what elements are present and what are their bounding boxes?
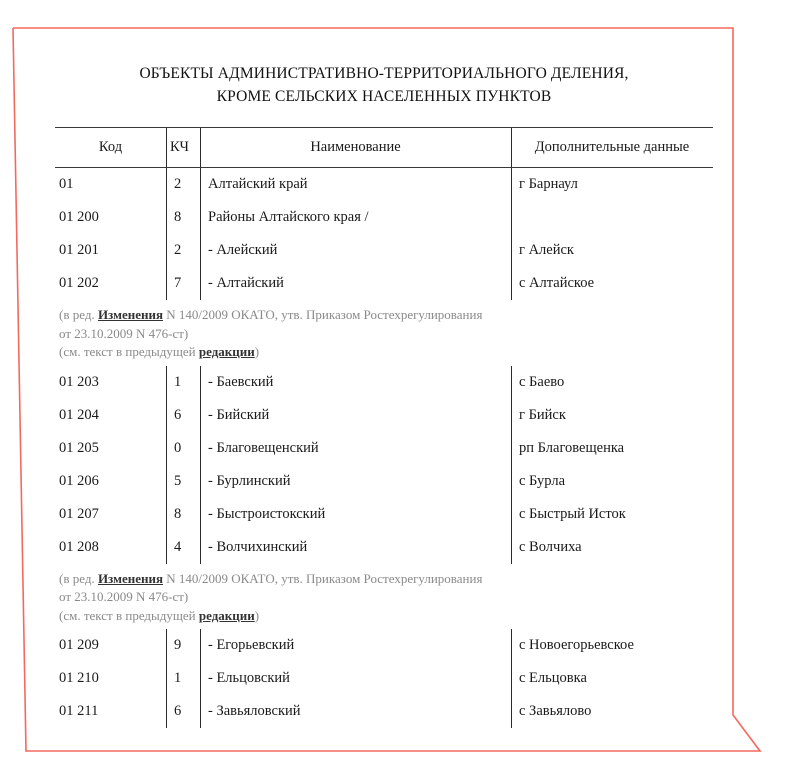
cell-extra: г Барнаул <box>519 176 578 192</box>
cell-code: 01 201 <box>59 242 99 258</box>
table-row <box>55 465 713 498</box>
table-row <box>55 498 713 531</box>
amendment-note-text: от 23.10.2009 N 476-ст) <box>59 325 189 341</box>
cell-extra: с Волчиха <box>519 538 582 555</box>
column-header-name: Наименование <box>310 139 401 155</box>
amendment-note-text: N 140/2009 ОКАТО, утв. Приказом Ростехрегулирования <box>163 307 483 322</box>
cell-code: 01 207 <box>59 505 99 522</box>
cell-code: 01 209 <box>59 637 99 653</box>
cell-name: - Егорьевский <box>208 637 295 653</box>
cell-name: - Быстроистокский <box>208 505 326 522</box>
amendment-note-text: ) <box>254 607 260 623</box>
amendment-link[interactable]: редакции <box>198 344 255 359</box>
page-title <box>55 62 713 108</box>
cell-kch: 7 <box>174 275 182 291</box>
cell-name: - Бийский <box>208 406 270 423</box>
cell-kch: 1 <box>174 670 182 686</box>
amendment-note-text: (в ред. <box>59 570 98 586</box>
amendment-note-text: N 140/2009 ОКАТО, утв. Приказом Ростехрегулирования <box>163 570 483 586</box>
cell-kch: 5 <box>174 472 182 489</box>
cell-kch: 2 <box>174 242 182 258</box>
table-row <box>55 695 713 728</box>
amendment-link[interactable]: Изменения <box>97 570 163 586</box>
column-separator <box>511 399 512 432</box>
column-separator <box>511 531 512 564</box>
column-separator <box>511 629 512 662</box>
amendment-note-line <box>59 306 713 325</box>
cell-kch: 0 <box>174 439 182 456</box>
cell-name: - Баевский <box>208 373 274 390</box>
cell-kch: 1 <box>174 373 182 390</box>
table-row <box>55 531 713 564</box>
okato-table <box>55 127 713 728</box>
table-row <box>55 201 713 234</box>
column-separator <box>511 695 512 728</box>
amendment-note-line <box>59 343 713 362</box>
table-row <box>55 366 713 399</box>
amendment-note-text: (см. текст в предыдущей <box>59 607 199 623</box>
cell-name: - Алейский <box>208 242 278 258</box>
cell-code: 01 208 <box>59 538 99 555</box>
amendment-note <box>55 564 713 630</box>
cell-name: Алтайский край <box>208 176 308 192</box>
cell-code: 01 204 <box>59 406 99 423</box>
cell-name: - Бурлинский <box>208 472 291 489</box>
cell-code: 01 <box>59 176 74 192</box>
cell-extra: г Алейск <box>519 242 574 258</box>
amendment-note-line <box>59 325 713 344</box>
cell-code: 01 205 <box>59 439 99 456</box>
column-separator <box>511 465 512 498</box>
column-separator <box>511 366 512 399</box>
cell-name: Районы Алтайского края / <box>208 209 369 225</box>
column-header-kch: КЧ <box>170 139 189 155</box>
cell-extra: с Баево <box>519 373 565 390</box>
cell-code: 01 210 <box>59 670 99 686</box>
cell-code: 01 200 <box>59 209 99 225</box>
cell-name: - Завьяловский <box>208 703 301 719</box>
column-separator <box>511 498 512 531</box>
amendment-note <box>55 300 713 366</box>
cell-kch: 2 <box>174 176 182 192</box>
amendment-note-line <box>59 588 713 607</box>
cell-kch: 6 <box>174 703 182 719</box>
column-header-code: Код <box>98 139 123 155</box>
cell-extra: г Бийск <box>519 406 566 423</box>
page-title-line-2: КРОМЕ СЕЛЬСКИХ НАСЕЛЕННЫХ ПУНКТОВ <box>216 88 552 105</box>
cell-kch: 6 <box>174 406 182 423</box>
table-row <box>55 267 713 300</box>
cell-name: - Благовещенский <box>208 439 319 456</box>
amendment-note-text: ) <box>254 344 260 359</box>
cell-kch: 8 <box>174 505 182 522</box>
amendment-link[interactable]: редакции <box>198 607 255 623</box>
cell-kch: 4 <box>174 538 182 555</box>
cell-code: 01 203 <box>59 373 99 390</box>
page-title-line-1: ОБЪЕКТЫ АДМИНИСТРАТИВНО-ТЕРРИТОРИАЛЬНОГО ДЕЛЕНИЯ, <box>139 65 629 82</box>
cell-code: 01 206 <box>59 472 99 489</box>
amendment-note-text: (в ред. <box>59 307 98 322</box>
amendment-note-text: (см. текст в предыдущей <box>59 344 199 359</box>
amendment-note-line <box>59 607 713 626</box>
cell-extra: с Алтайское <box>519 275 595 291</box>
amendment-note-line <box>59 570 713 589</box>
column-separator <box>511 432 512 465</box>
table-row <box>55 662 713 695</box>
table-row <box>55 399 713 432</box>
column-separator <box>511 168 512 201</box>
cell-extra: с Новоегорьевское <box>519 637 634 653</box>
column-separator <box>511 128 512 167</box>
cell-code: 01 202 <box>59 275 99 291</box>
cell-name: - Ельцовский <box>208 670 290 686</box>
cell-name: - Волчихинский <box>208 538 308 555</box>
cell-extra: рп Благовещенка <box>519 439 625 456</box>
cell-kch: 9 <box>174 637 182 653</box>
cell-name: - Алтайский <box>208 275 284 291</box>
table-row <box>55 432 713 465</box>
column-separator <box>511 662 512 695</box>
table-header-row <box>55 128 713 167</box>
cell-code: 01 211 <box>59 703 99 719</box>
cell-kch: 8 <box>174 209 182 225</box>
column-separator <box>511 201 512 234</box>
cell-extra: с Ельцовка <box>519 670 587 686</box>
table-row <box>55 234 713 267</box>
cell-extra: с Быстрый Исток <box>519 505 626 522</box>
column-header-extra: Дополнительные данные <box>534 139 690 155</box>
amendment-note-text: от 23.10.2009 N 476-ст) <box>59 589 189 604</box>
cell-extra: с Бурла <box>519 472 566 489</box>
column-separator <box>511 267 512 300</box>
column-separator <box>511 234 512 267</box>
table-row <box>55 168 713 201</box>
amendment-link[interactable]: Изменения <box>97 307 163 322</box>
table-row <box>55 629 713 662</box>
cell-extra: с Завьялово <box>519 703 592 719</box>
